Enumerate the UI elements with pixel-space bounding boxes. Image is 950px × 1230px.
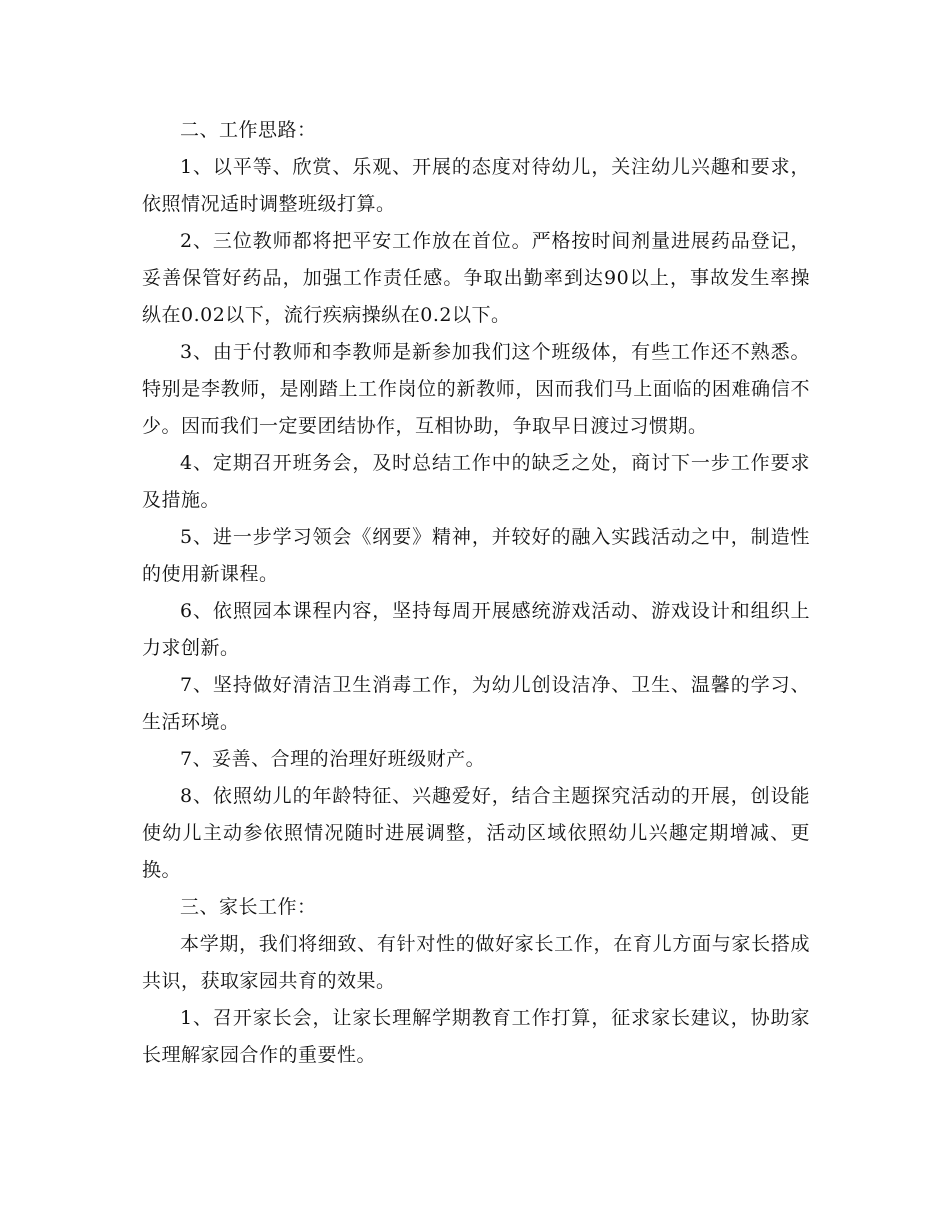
paragraph-item-1: 1、以平等、欣赏、乐观、开展的态度对待幼儿，关注幼儿兴趣和要求，依照情况适时调整班级打算。 xyxy=(142,156,810,215)
paragraph-item-3: 3、由于付教师和李教师是新参加我们这个班级体，有些工作还不熟悉。特别是李教师，是刚踏上工作岗位的新教师，因而我们马上面临的困难确信不少。因而我们一定要团结协作，互相协助，争取早日渡过习惯期。 xyxy=(142,341,810,437)
paragraph-item-7b: 7、妥善、合理的治理好班级财产。 xyxy=(180,748,486,770)
document-body xyxy=(142,112,810,1074)
section-heading-parent-work: 三、家长工作： xyxy=(180,896,317,918)
paragraph-item-8: 8、依照幼儿的年龄特征、兴趣爱好，结合主题探究活动的开展，创设能使幼儿主动参依照情况随时进展调整，活动区域依照幼儿兴趣定期增减、更换。 xyxy=(142,785,810,881)
paragraph-item-7a: 7、坚持做好清洁卫生消毒工作，为幼儿创设洁净、卫生、温馨的学习、生活环境。 xyxy=(142,674,810,733)
paragraph-parent-intro: 本学期，我们将细致、有针对性的做好家长工作，在育儿方面与家长搭成共识，获取家园共育的效果。 xyxy=(142,933,810,992)
paragraph-item-4: 4、定期召开班务会，及时总结工作中的缺乏之处，商讨下一步工作要求及措施。 xyxy=(142,452,810,511)
paragraph-item-2: 2、三位教师都将把平安工作放在首位。严格按时间剂量进展药品登记，妥善保管好药品，加强工作责任感。争取出勤率到达90以上，事故发生率操纵在0.02以下，流行疾病操纵在0.2以下。 xyxy=(142,230,810,326)
paragraph-item-6: 6、依照园本课程内容，坚持每周开展感统游戏活动、游戏设计和组织上力求创新。 xyxy=(142,600,810,659)
paragraph-item-5: 5、进一步学习领会《纲要》精神，并较好的融入实践活动之中，制造性的使用新课程。 xyxy=(142,526,810,585)
paragraph-parent-item-1: 1、召开家长会，让家长理解学期教育工作打算，征求家长建议，协助家长理解家园合作的重要性。 xyxy=(142,1007,810,1066)
section-heading-work-ideas: 二、工作思路： xyxy=(180,119,317,141)
